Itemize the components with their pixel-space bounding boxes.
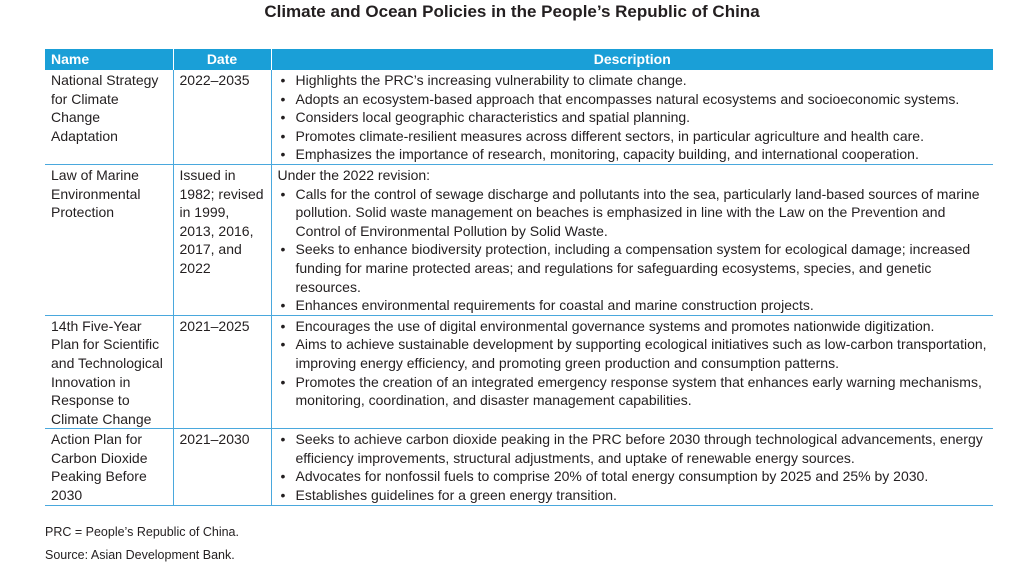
description-bullet: • Enhances environmental requirements for coastal and marine construction projects. xyxy=(278,296,990,315)
table-header-row xyxy=(45,49,993,70)
description-bullet-list xyxy=(278,71,990,164)
policy-name-cell: Action Plan for Carbon Dioxide Peaking Before 2030 xyxy=(45,429,173,505)
description-bullet-list xyxy=(278,317,990,410)
policy-name-cell: 14th Five-Year Plan for Scientific and Technological Innovation in Response to Climate Change xyxy=(45,315,173,429)
description-bullet: • Emphasizes the importance of research, monitoring, capacity building, and international cooperation. xyxy=(278,145,990,164)
policy-description-cell xyxy=(271,429,993,505)
table-row xyxy=(45,70,993,165)
table-notes xyxy=(45,521,239,567)
table-row xyxy=(45,164,993,315)
policy-description-cell xyxy=(271,164,993,315)
description-bullet: • Calls for the control of sewage discharge and pollutants into the sea, particularly land-based sources of marine pollution. Solid waste management on beaches is emphasized in line with the Law on the Prevention and Control of Environmental Pollution by Solid Waste. xyxy=(278,185,990,241)
description-bullet: • Aims to achieve sustainable development by supporting ecological initiatives such as low-carbon transportation, improving energy efficiency, and promoting green production and consumption patterns. xyxy=(278,335,990,372)
header-name: Name xyxy=(45,49,173,70)
description-intro: Under the 2022 revision: xyxy=(277,166,431,183)
description-bullet: • Seeks to achieve carbon dioxide peaking in the PRC before 2030 through technological advancements, energy efficiency improvements, structural adjustments, and uptake of renewable energy sources. xyxy=(278,430,990,467)
policy-name-cell: National Strategy for Climate Change Adaptation xyxy=(45,70,173,165)
table-row xyxy=(45,429,993,505)
description-bullet: • Advocates for nonfossil fuels to comprise 20% of total energy consumption by 2025 and 25% by 2030. xyxy=(278,467,990,486)
policy-description-cell xyxy=(271,315,993,429)
description-bullet: • Seeks to enhance biodiversity protection, including a compensation system for ecological damage; increased funding for marine protected areas; and regulations for safeguarding ecosystems, species, and genetic resources. xyxy=(278,240,990,296)
policy-date-cell: Issued in 1982; revised in 1999, 2013, 2016, 2017, and 2022 xyxy=(173,164,271,315)
header-description: Description xyxy=(271,49,993,70)
description-bullet: • Establishes guidelines for a green energy transition. xyxy=(278,486,990,505)
policy-table xyxy=(45,49,993,506)
description-bullet-list xyxy=(278,430,990,504)
header-date: Date xyxy=(173,49,271,70)
description-bullet: • Encourages the use of digital environmental governance systems and promotes nationwide digitization. xyxy=(278,317,990,336)
description-bullet-list xyxy=(278,185,990,315)
description-bullet: • Promotes climate-resilient measures across different sectors, in particular agriculture and health care. xyxy=(278,127,990,146)
policy-date-cell: 2021–2030 xyxy=(173,429,271,505)
description-bullet: • Highlights the PRC’s increasing vulnerability to climate change. xyxy=(278,71,990,90)
policy-description-cell xyxy=(271,70,993,165)
abbreviation-note: PRC = People’s Republic of China. xyxy=(45,525,239,539)
description-bullet: • Promotes the creation of an integrated emergency response system that enhances early warning mechanisms, monitoring, coordination, and disaster management capabilities. xyxy=(278,373,990,410)
source-note: Source: Asian Development Bank. xyxy=(45,548,235,562)
table-row xyxy=(45,315,993,429)
policy-date-cell: 2022–2035 xyxy=(173,70,271,165)
policy-date-cell: 2021–2025 xyxy=(173,315,271,429)
table-title: Climate and Ocean Policies in the People’s Republic of China xyxy=(264,2,760,21)
policy-name-cell: Law of Marine Environmental Protection xyxy=(45,164,173,315)
description-bullet: • Adopts an ecosystem-based approach that encompasses natural ecosystems and socioeconomic systems. xyxy=(278,90,990,109)
description-bullet: • Considers local geographic characteristics and spatial planning. xyxy=(278,108,990,127)
